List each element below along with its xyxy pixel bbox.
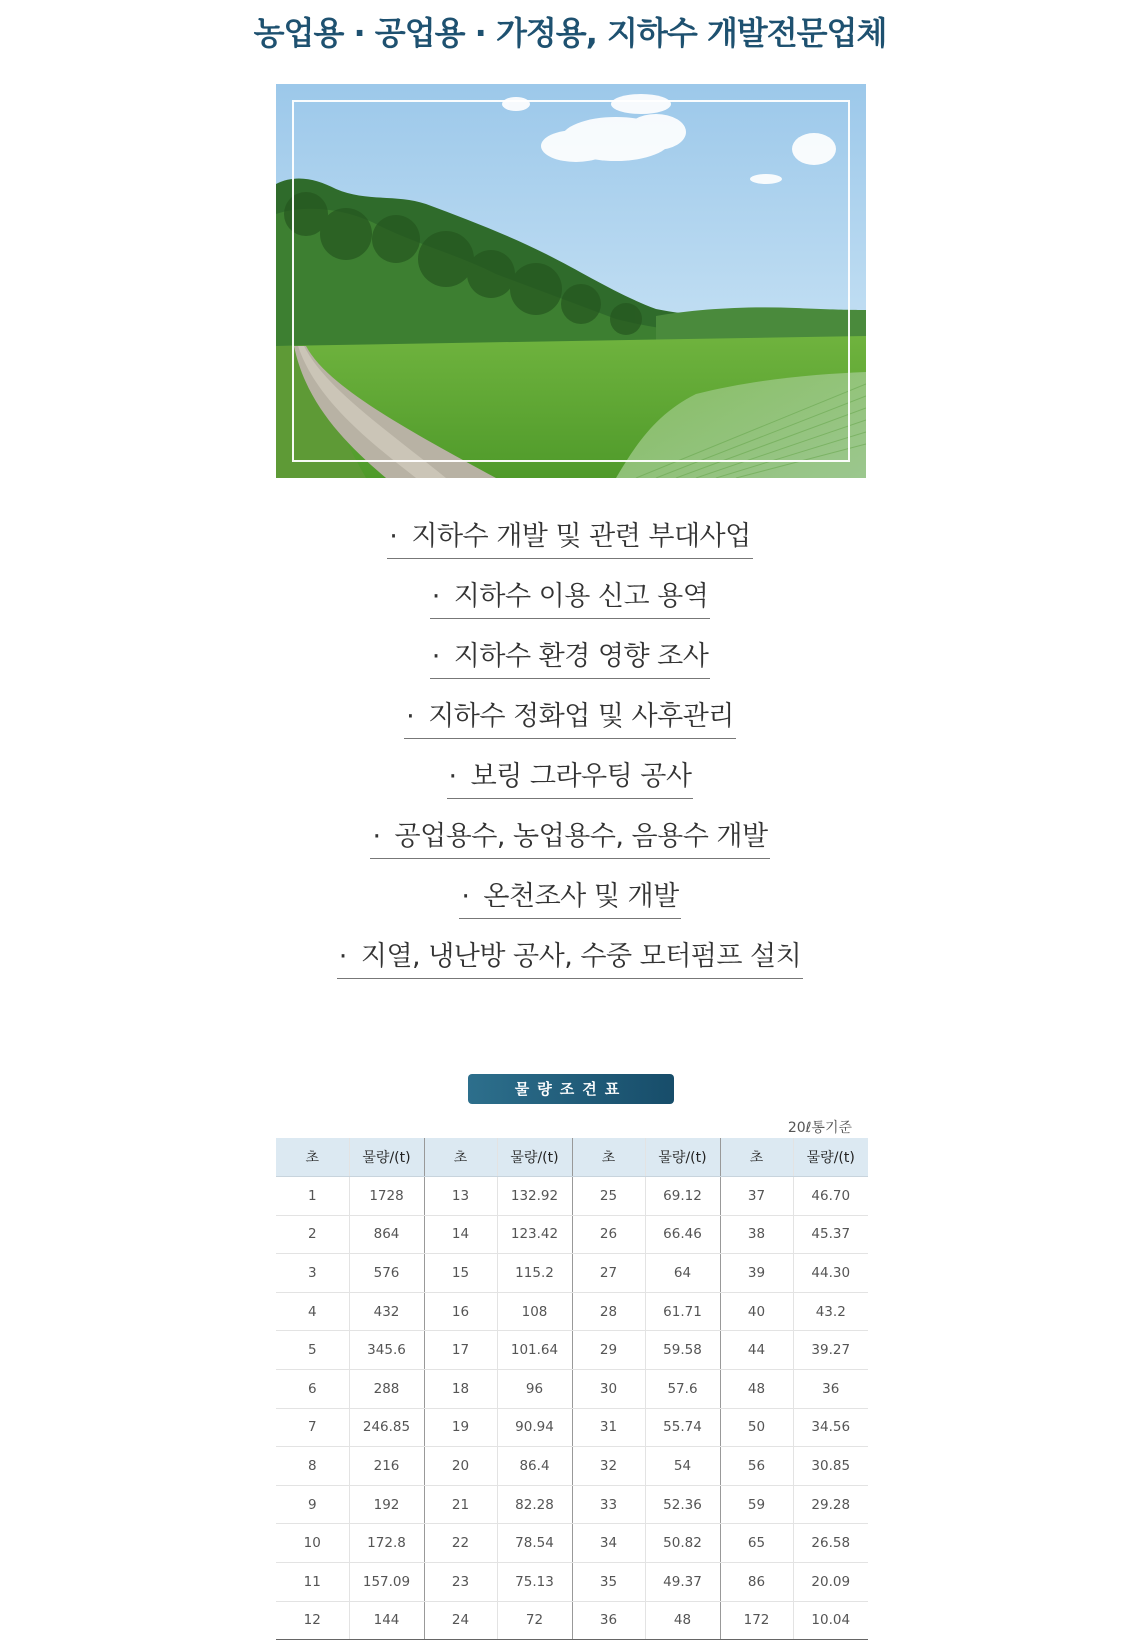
cell-volume: 59.58 [645,1331,720,1370]
header-volume: 물량/(t) [793,1138,868,1177]
cell-volume: 216 [349,1447,424,1486]
bullet-icon: · [461,881,470,912]
cell-seconds: 86 [720,1562,793,1601]
header-seconds: 초 [572,1138,645,1177]
header-seconds: 초 [276,1138,349,1177]
cell-seconds: 20 [424,1447,497,1486]
table-row [276,1369,868,1408]
table-title-badge: 물량조견표 [468,1074,674,1104]
bullet-icon: · [448,761,457,792]
cell-volume: 10.04 [793,1601,868,1640]
cell-volume: 101.64 [497,1331,572,1370]
table-row [276,1601,868,1640]
cell-volume: 864 [349,1215,424,1254]
cell-volume: 96 [497,1369,572,1408]
cell-seconds: 17 [424,1331,497,1370]
cell-seconds: 26 [572,1215,645,1254]
cell-volume: 20.09 [793,1562,868,1601]
service-item [0,880,1140,924]
cell-volume: 78.54 [497,1524,572,1563]
cell-seconds: 15 [424,1254,497,1293]
cell-seconds: 36 [572,1601,645,1640]
cell-seconds: 2 [276,1215,349,1254]
cell-volume: 44.30 [793,1254,868,1293]
cell-volume: 345.6 [349,1331,424,1370]
table-row [276,1524,868,1563]
header-volume: 물량/(t) [497,1138,572,1177]
cell-volume: 115.2 [497,1254,572,1293]
cell-volume: 288 [349,1369,424,1408]
cell-seconds: 27 [572,1254,645,1293]
cell-seconds: 35 [572,1562,645,1601]
bullet-icon: · [389,521,398,552]
table-row [276,1562,868,1601]
bullet-icon: · [372,821,381,852]
service-item [0,940,1140,984]
cell-seconds: 3 [276,1254,349,1293]
cell-seconds: 30 [572,1369,645,1408]
service-item-label: 지하수 환경 영향 조사 [453,641,709,672]
cell-volume: 43.2 [793,1292,868,1331]
table-row [276,1485,868,1524]
cell-seconds: 34 [572,1524,645,1563]
cell-volume: 34.56 [793,1408,868,1447]
cell-volume: 52.36 [645,1485,720,1524]
cell-seconds: 16 [424,1292,497,1331]
header-volume: 물량/(t) [349,1138,424,1177]
cell-seconds: 7 [276,1408,349,1447]
cell-volume: 55.74 [645,1408,720,1447]
page-title: 농업용 · 공업용 · 가정용, 지하수 개발전문업체 [253,14,887,52]
cell-volume: 26.58 [793,1524,868,1563]
cell-volume: 576 [349,1254,424,1293]
cell-volume: 132.92 [497,1177,572,1216]
cell-volume: 66.46 [645,1215,720,1254]
service-item [0,580,1140,624]
service-item [0,640,1140,684]
cell-volume: 69.12 [645,1177,720,1216]
cell-seconds: 14 [424,1215,497,1254]
cell-volume: 45.37 [793,1215,868,1254]
cell-volume: 72 [497,1601,572,1640]
service-item-label: 지열, 냉난방 공사, 수중 모터펌프 설치 [360,941,802,972]
service-item-label: 지하수 개발 및 관련 부대사업 [411,521,751,552]
table-row [276,1254,868,1293]
cell-seconds: 50 [720,1408,793,1447]
table-row [276,1447,868,1486]
cell-seconds: 4 [276,1292,349,1331]
table-row [276,1408,868,1447]
header-volume: 물량/(t) [645,1138,720,1177]
cell-seconds: 28 [572,1292,645,1331]
service-item-label: 온천조사 및 개발 [483,881,679,912]
cell-volume: 30.85 [793,1447,868,1486]
cell-seconds: 6 [276,1369,349,1408]
bullet-icon: · [338,941,347,972]
cell-volume: 86.4 [497,1447,572,1486]
bullet-icon: · [431,641,440,672]
table-body [276,1177,868,1640]
cell-seconds: 18 [424,1369,497,1408]
service-item-label: 보링 그라우팅 공사 [470,761,692,792]
service-item [0,760,1140,804]
service-item [0,820,1140,864]
cell-volume: 39.27 [793,1331,868,1370]
table-note: 20ℓ통기준 [787,1120,852,1136]
cell-seconds: 56 [720,1447,793,1486]
cell-seconds: 32 [572,1447,645,1486]
cell-seconds: 5 [276,1331,349,1370]
header-seconds: 초 [424,1138,497,1177]
cell-seconds: 19 [424,1408,497,1447]
cell-volume: 246.85 [349,1408,424,1447]
service-item-label: 공업용수, 농업용수, 음용수 개발 [394,821,768,852]
bullet-icon: · [431,581,440,612]
table-row [276,1177,868,1216]
cell-volume: 64 [645,1254,720,1293]
cell-volume: 90.94 [497,1408,572,1447]
cell-volume: 172.8 [349,1524,424,1563]
cell-seconds: 9 [276,1485,349,1524]
service-item-label: 지하수 이용 신고 용역 [453,581,709,612]
cell-volume: 82.28 [497,1485,572,1524]
cell-seconds: 29 [572,1331,645,1370]
cell-seconds: 65 [720,1524,793,1563]
cell-volume: 192 [349,1485,424,1524]
table-header-row [276,1138,868,1177]
service-item [0,700,1140,744]
service-item [0,520,1140,564]
cell-seconds: 48 [720,1369,793,1408]
cell-seconds: 44 [720,1331,793,1370]
cell-seconds: 39 [720,1254,793,1293]
header-seconds: 초 [720,1138,793,1177]
cell-seconds: 25 [572,1177,645,1216]
cell-seconds: 24 [424,1601,497,1640]
cell-volume: 54 [645,1447,720,1486]
cell-seconds: 38 [720,1215,793,1254]
service-item-label: 지하수 정화업 및 사후관리 [428,701,734,732]
cell-volume: 57.6 [645,1369,720,1408]
cell-seconds: 59 [720,1485,793,1524]
cell-volume: 36 [793,1369,868,1408]
cell-volume: 432 [349,1292,424,1331]
cell-seconds: 37 [720,1177,793,1216]
cell-seconds: 172 [720,1601,793,1640]
cell-volume: 108 [497,1292,572,1331]
cell-volume: 75.13 [497,1562,572,1601]
cell-seconds: 10 [276,1524,349,1563]
cell-seconds: 33 [572,1485,645,1524]
cell-volume: 29.28 [793,1485,868,1524]
table-row [276,1331,868,1370]
cell-volume: 48 [645,1601,720,1640]
bullet-icon: · [406,701,415,732]
cell-seconds: 1 [276,1177,349,1216]
cell-seconds: 13 [424,1177,497,1216]
cell-seconds: 40 [720,1292,793,1331]
cell-volume: 49.37 [645,1562,720,1601]
cell-volume: 50.82 [645,1524,720,1563]
cell-seconds: 8 [276,1447,349,1486]
cell-seconds: 12 [276,1601,349,1640]
cell-volume: 123.42 [497,1215,572,1254]
landscape-photo [276,84,866,478]
table-row [276,1215,868,1254]
table-row [276,1292,868,1331]
cell-volume: 144 [349,1601,424,1640]
flow-table [276,1138,868,1640]
cell-volume: 157.09 [349,1562,424,1601]
cell-seconds: 22 [424,1524,497,1563]
cell-volume: 61.71 [645,1292,720,1331]
cell-seconds: 23 [424,1562,497,1601]
cell-seconds: 21 [424,1485,497,1524]
cell-volume: 46.70 [793,1177,868,1216]
cell-seconds: 31 [572,1408,645,1447]
cell-seconds: 11 [276,1562,349,1601]
cell-volume: 1728 [349,1177,424,1216]
